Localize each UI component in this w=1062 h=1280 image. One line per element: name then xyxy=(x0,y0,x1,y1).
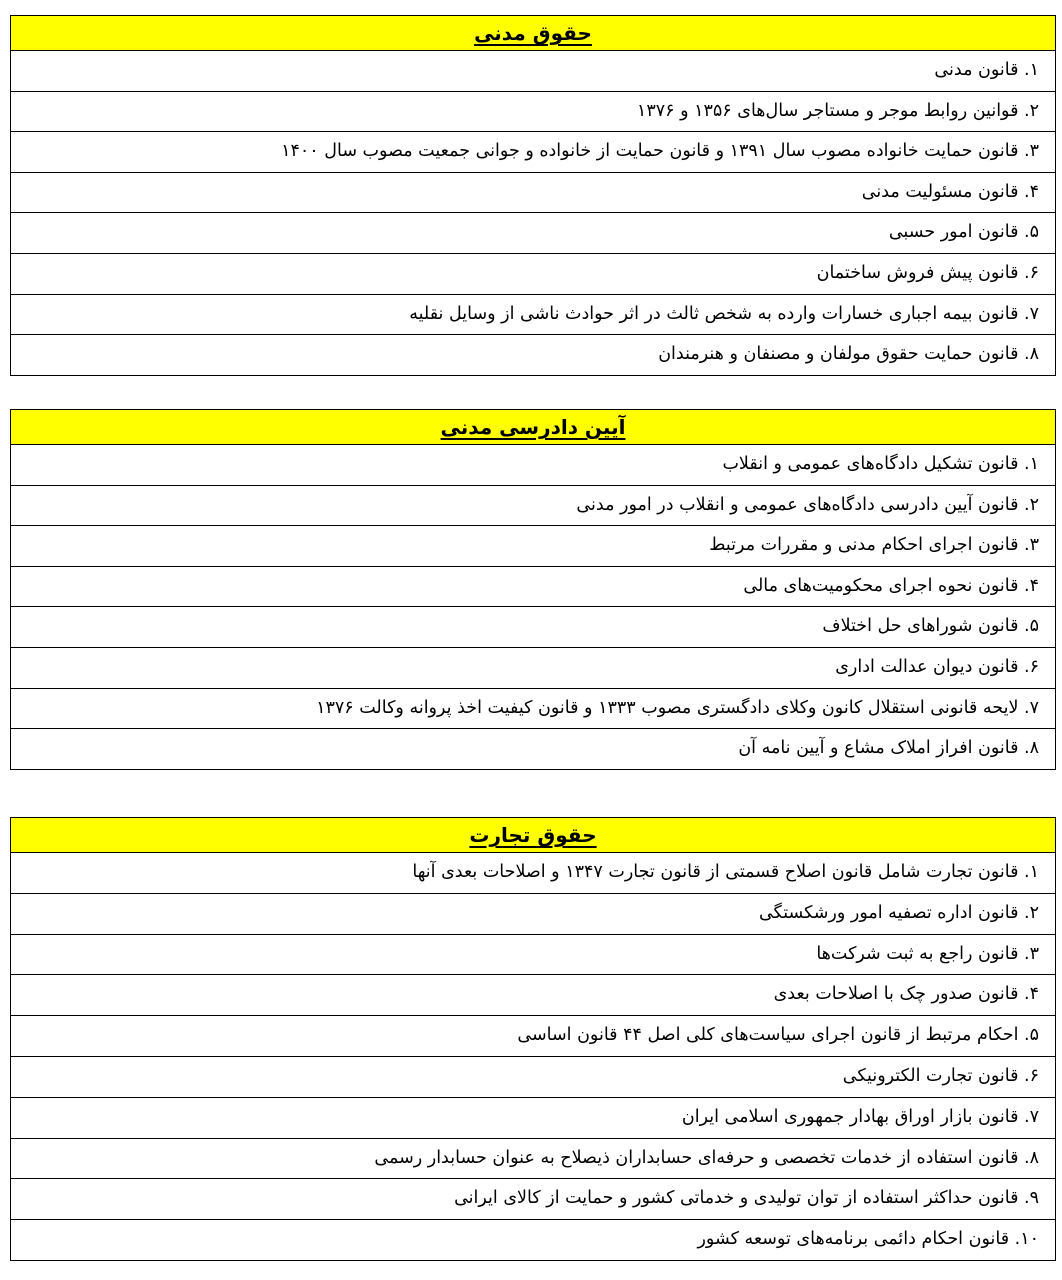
list-item: ۵. قانون امور حسبی xyxy=(10,213,1056,254)
list-item: ۶. قانون تجارت الکترونیکی xyxy=(10,1057,1056,1098)
list-item: ۱۰. قانون احکام دائمی برنامه‌های توسعه کشور xyxy=(10,1220,1056,1261)
list-item: ۱. قانون تجارت شامل قانون اصلاح قسمتی از قانون تجارت ۱۳۴۷ و اصلاحات بعدی آنها xyxy=(10,853,1056,894)
list-item: ۷. قانون بازار اوراق بهادار جمهوری اسلامی ایران xyxy=(10,1098,1056,1139)
list-item: ۵. قانون شوراهای حل اختلاف xyxy=(10,607,1056,648)
list-item: ۴. قانون نحوه اجرای محکومیت‌های مالی xyxy=(10,567,1056,608)
list-item: ۳. قانون راجع به ثبت شرکت‌ها xyxy=(10,935,1056,976)
list-item: ۱. قانون تشکیل دادگاه‌های عمومی و انقلاب xyxy=(10,445,1056,486)
list-item: ۶. قانون دیوان عدالت اداری xyxy=(10,648,1056,689)
section-header xyxy=(10,817,1056,853)
list-item: ۳. قانون اجرای احکام مدنی و مقررات مرتبط xyxy=(10,526,1056,567)
list-item: ۲. قوانین روابط موجر و مستاجر سال‌های ۱۳۵۶ و ۱۳۷۶ xyxy=(10,92,1056,133)
list-item: ۸. قانون افراز املاک مشاع و آیین نامه آن xyxy=(10,729,1056,770)
section-title: آیین دادرسی مدنی xyxy=(440,415,626,439)
section-commercial-law xyxy=(10,817,1056,1261)
list-item: ۸. قانون حمایت حقوق مولفان و مصنفان و هنرمندان xyxy=(10,335,1056,376)
section-header xyxy=(10,409,1056,445)
list-item: ۷. قانون بیمه اجباری خسارات وارده به شخص ثالث در اثر حوادث ناشی از وسایل نقلیه xyxy=(10,295,1056,336)
section-title: حقوق مدنی xyxy=(474,21,592,45)
section-header xyxy=(10,15,1056,51)
section-title: حقوق تجارت xyxy=(469,823,597,847)
list-item: ۹. قانون حداکثر استفاده از توان تولیدی و خدماتی کشور و حمایت از کالای ایرانی xyxy=(10,1179,1056,1220)
list-item: ۱. قانون مدنی xyxy=(10,51,1056,92)
list-item: ۷. لایحه قانونی استقلال کانون وکلای دادگستری مصوب ۱۳۳۳ و قانون کیفیت اخذ پروانه وکالت ۱۳۷۶ xyxy=(10,689,1056,730)
section-civil-law xyxy=(10,15,1056,376)
list-item: ۴. قانون صدور چک با اصلاحات بعدی xyxy=(10,975,1056,1016)
list-item: ۶. قانون پیش فروش ساختمان xyxy=(10,254,1056,295)
list-item: ۴. قانون مسئولیت مدنی xyxy=(10,173,1056,214)
list-item: ۲. قانون اداره تصفیه امور ورشکستگی xyxy=(10,894,1056,935)
list-item: ۵. احکام مرتبط از قانون اجرای سیاست‌های کلی اصل ۴۴ قانون اساسی xyxy=(10,1016,1056,1057)
section-civil-procedure xyxy=(10,409,1056,770)
list-item: ۲. قانون آیین دادرسی دادگاه‌های عمومی و انقلاب در امور مدنی xyxy=(10,486,1056,527)
list-item: ۸. قانون استفاده از خدمات تخصصی و حرفه‌ای حسابداران ذیصلاح به عنوان حسابدار رسمی xyxy=(10,1139,1056,1180)
list-item: ۳. قانون حمایت خانواده مصوب سال ۱۳۹۱ و قانون حمایت از خانواده و جوانی جمعیت مصوب سال ۱۴۰۰ xyxy=(10,132,1056,173)
